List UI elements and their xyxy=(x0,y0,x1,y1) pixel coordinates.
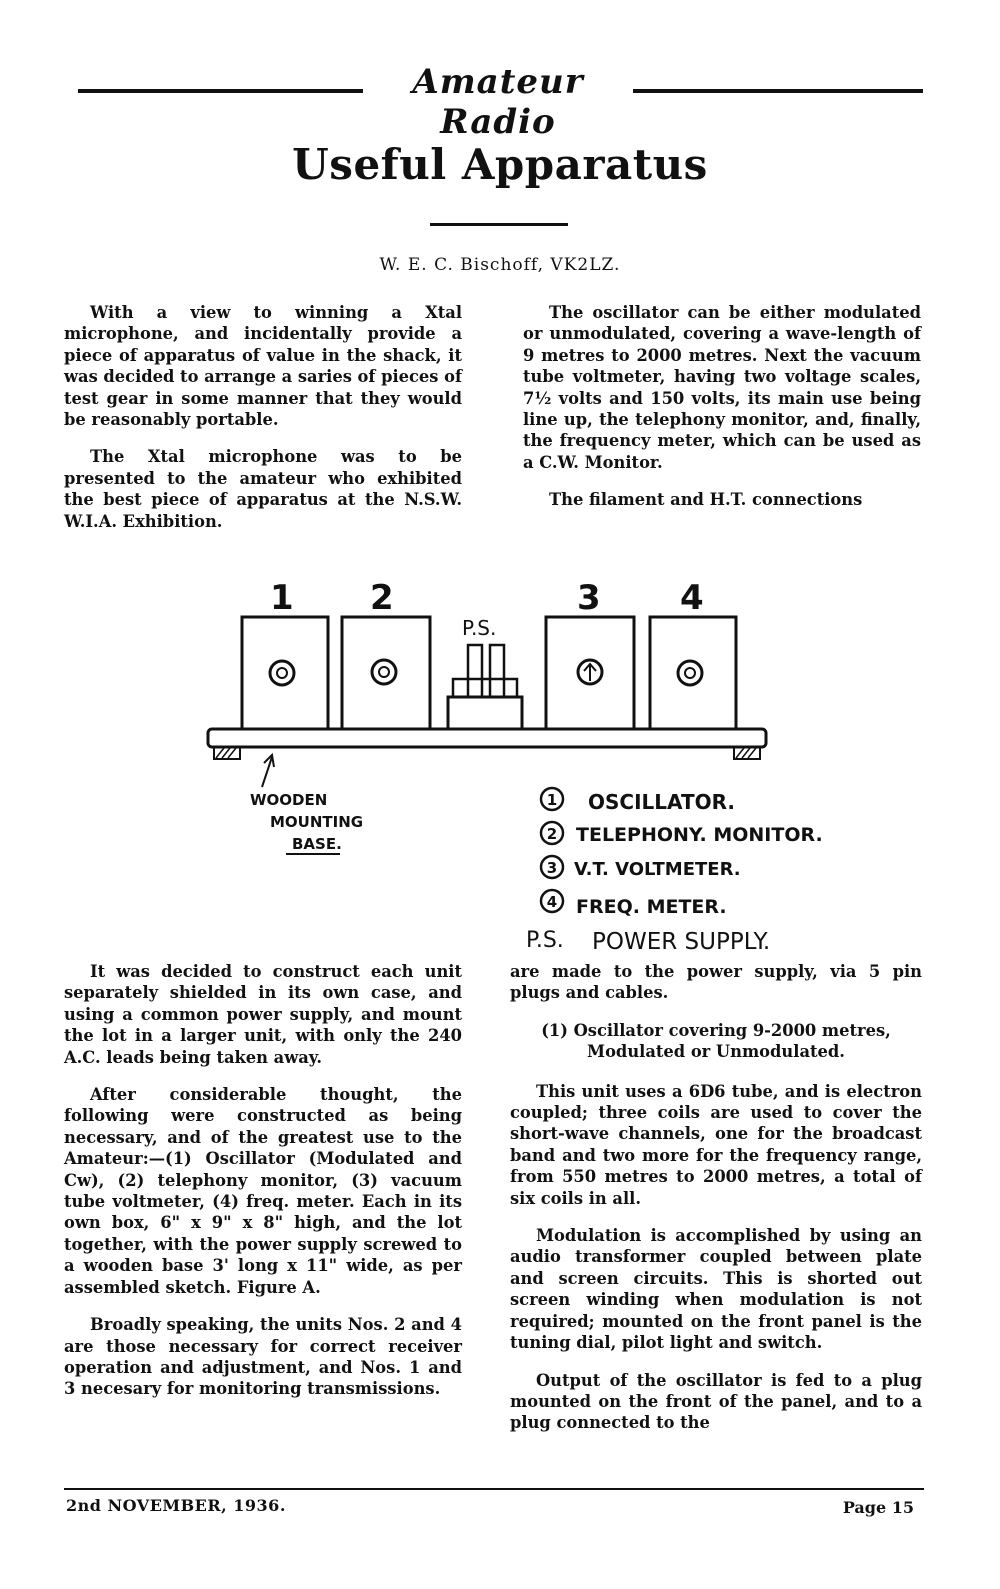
power-supply-unit xyxy=(448,645,522,729)
footer-rule xyxy=(64,1488,924,1490)
base-pointer-arrow xyxy=(262,755,274,787)
apparatus-sketch-svg xyxy=(200,575,850,965)
paragraph: After considerable thought, the following were constructed as being necessary, and of the greatest use to the Amateur:—(1) Oscillator (Modulated and Cw), (2) telephony monitor, (3) vacuum tube voltmeter, (4) freq. meter. Each in its own box, 6" x 9" x 8" high, and the lot together, with the power supply screwed to a wooden base 3' long x 11" wide, as per assembled sketch. Figure A. xyxy=(64,1085,462,1297)
paragraph: The Xtal microphone was to be presented to the amateur who exhibited the best piece of apparatus at the N.S.W. W.I.A. Exhibition. xyxy=(64,447,462,531)
unit-number-2: 2 xyxy=(370,578,394,618)
page-number: Page 15 xyxy=(842,1498,914,1517)
unit-number-1: 1 xyxy=(270,578,294,618)
apparatus-sketch xyxy=(200,575,850,965)
legend-item-2 xyxy=(541,822,823,846)
paragraph: With a view to winning a Xtal microphone, and incidentally provide a piece of apparatus of value in the shack, it was decided to arrange a saries of pieces of test gear in some manner that they would be reasonably portable. xyxy=(64,303,462,430)
unit-box-2 xyxy=(342,617,430,729)
paragraph: It was decided to construct each unit separately shielded in its own case, and using a common power supply, and mount the lot in a larger unit, with only the 240 A.C. leads being taken away. xyxy=(64,962,462,1067)
legend-text: FREQ. METER. xyxy=(576,896,727,918)
legend-number: 4 xyxy=(546,893,558,911)
unit-box-3 xyxy=(546,617,634,729)
legend-item-1 xyxy=(541,788,735,814)
article-byline: W. E. C. Bischoff, VK2LZ. xyxy=(379,255,621,275)
paragraph: This unit uses a 6D6 tube, and is electron coupled; three coils are used to cover the short-wave channels, one for the broadcast band and two more for the frequency range, from 550 metres to 2000 metres, a total of six coils in all. xyxy=(510,1081,922,1208)
base-label-line3: BASE. xyxy=(292,835,342,853)
legend-number: 3 xyxy=(546,859,558,877)
masthead-rule-right xyxy=(633,89,923,93)
paragraph: The oscillator can be either modulated or unmodulated, covering a wave-length of 9 metres to 2000 metres. Next the vacuum tube voltmeter, having two voltage scales, 7½ volts and 150 volts, its main use being line up, the telephony monitor, and, finally, the frequency meter, which can be used as a C.W. Monitor. xyxy=(523,303,921,472)
legend-item-ps xyxy=(526,928,770,955)
section-heading xyxy=(510,1020,922,1063)
ps-label: P.S. xyxy=(462,616,497,640)
base-label-line2: MOUNTING xyxy=(270,813,364,831)
unit-box-4 xyxy=(650,617,736,729)
masthead-rule-left xyxy=(78,89,363,93)
paragraph: Broadly speaking, the units Nos. 2 and 4 are those necessary for correct receiver operation and adjustment, and Nos. 1 and 3 necesary for monitoring transmissions. xyxy=(64,1315,462,1399)
section-heading-line2: Modulated or Unmodulated. xyxy=(587,1042,845,1062)
legend-number: 1 xyxy=(546,791,558,809)
paragraph: Output of the oscillator is fed to a plug mounted on the front of the panel, and to a plug connected to the xyxy=(510,1370,922,1433)
footer-date: 2nd NOVEMBER, 1936. xyxy=(66,1496,286,1515)
left-column-bottom xyxy=(64,961,462,1400)
legend-ps-text: POWER SUPPLY. xyxy=(592,929,771,955)
paragraph: are made to the power supply, via 5 pin plugs and cables. xyxy=(510,962,922,1003)
right-column-bottom xyxy=(510,961,922,1434)
legend-ps-code: P.S. xyxy=(526,928,564,953)
unit-box-1 xyxy=(242,617,328,729)
left-column-top xyxy=(64,302,462,532)
paragraph: Modulation is accomplished by using an audio transformer coupled between plate and screen circuits. This is shorted out screen winding when modulation is not required; mounted on the front panel is the tuning dial, pilot light and switch. xyxy=(510,1226,922,1353)
paragraph: The filament and H.T. connections xyxy=(549,490,863,510)
masthead xyxy=(78,62,923,142)
right-column-top xyxy=(523,302,921,511)
wooden-base xyxy=(208,729,766,759)
section-heading-line1: (1) Oscillator covering 9-2000 metres, xyxy=(541,1020,891,1040)
legend-text: OSCILLATOR. xyxy=(588,790,735,814)
legend-item-3 xyxy=(541,856,741,880)
unit-number-4: 4 xyxy=(680,578,704,618)
base-label-line1: WOODEN xyxy=(250,791,328,809)
masthead-logo: Amateur Radio xyxy=(412,62,584,142)
article-title: Useful Apparatus xyxy=(292,140,708,189)
legend-text: TELEPHONY. MONITOR. xyxy=(576,824,823,846)
legend-item-4 xyxy=(541,890,727,918)
legend-text: V.T. VOLTMETER. xyxy=(574,859,741,880)
legend-number: 2 xyxy=(546,825,558,843)
unit-number-3: 3 xyxy=(577,578,601,618)
title-divider xyxy=(430,223,568,226)
